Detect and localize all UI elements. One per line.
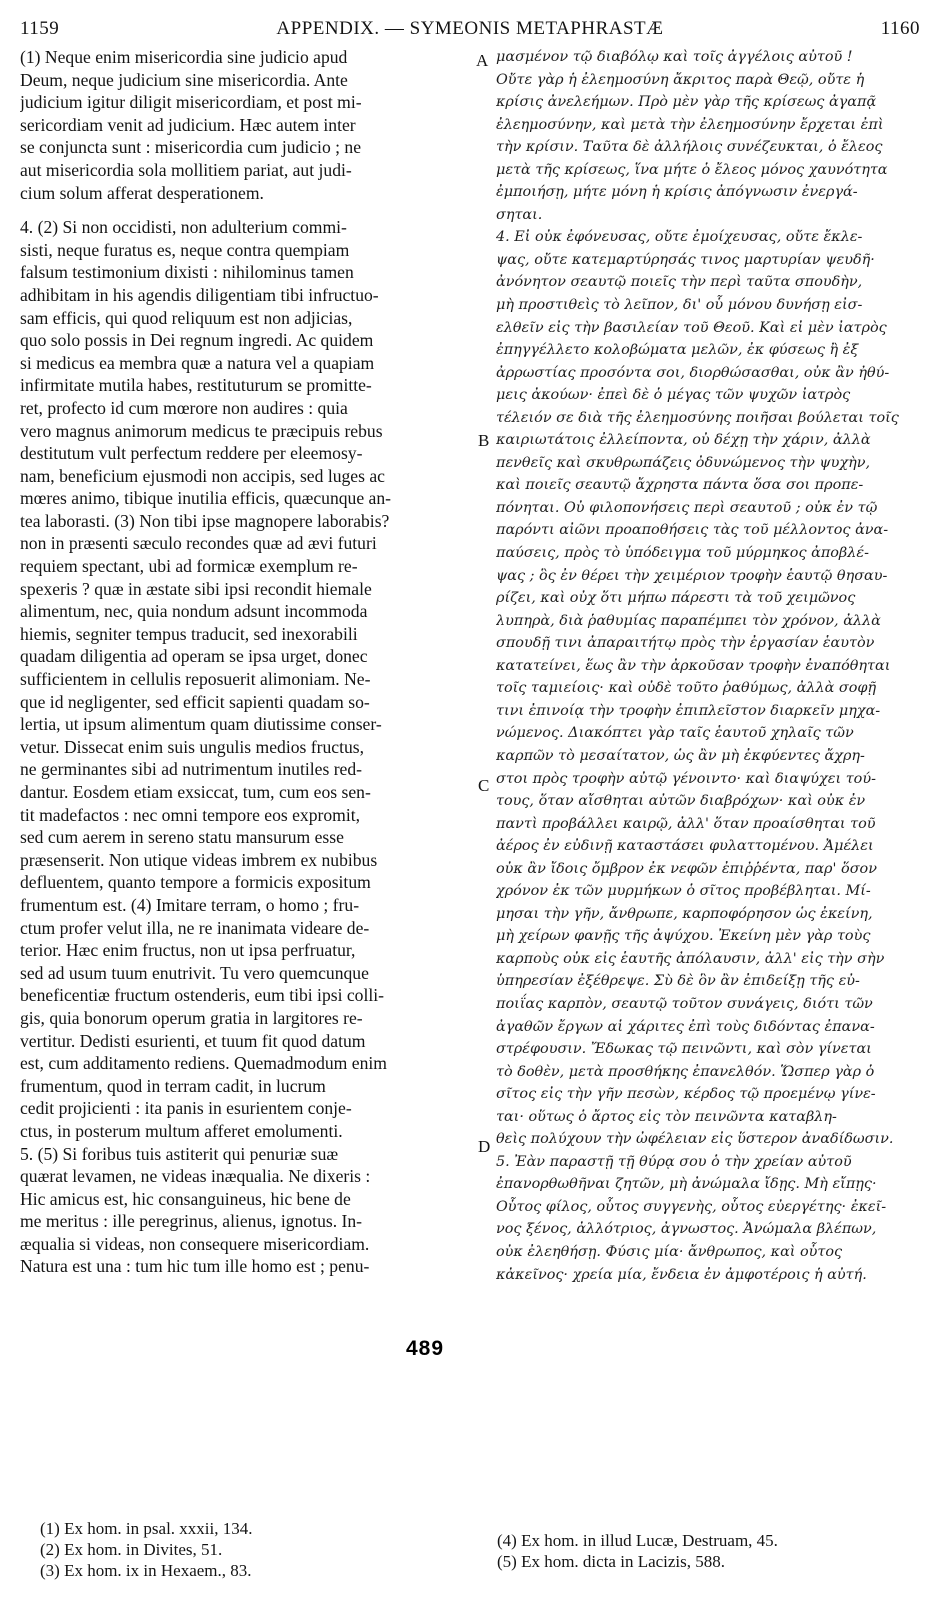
- latin-text-line: ctus, in posterum multum afferet emolumenti.: [20, 1120, 343, 1141]
- greek-text-line: κἀκεῖνος· χρεία μία, ἔνδεια ἐν ἀμφοτέροις ἡ αὐτή.: [496, 1266, 867, 1283]
- latin-text-line: sam efficis, qui quod reliquum est non adjicias,: [20, 307, 353, 328]
- greek-text-line: ἀνόνητον σεαυτῷ ποιεῖς τὴν περὶ ταῦτα σπουδὴν,: [496, 274, 863, 291]
- latin-text-line: vero magnus animorum medicus te præcipuis rebus: [20, 420, 383, 441]
- latin-text-line: quo solo possis in Dei regnum ingredi. Ac quidem: [20, 330, 374, 351]
- latin-text-line: spexeris ? quæ in æstate sibi ipsi recondit hiemale: [20, 578, 372, 599]
- latin-text-line: ctum profer velut illa, ne re inanimata videare de-: [20, 917, 370, 938]
- greek-text-line: νώμενος. Διακόπτει γὰρ ταῖς ἑαυτοῦ χηλαῖς τῶν: [496, 725, 854, 742]
- latin-text-line: requiem spectant, ubi ad formicæ exemplum re-: [20, 556, 358, 577]
- latin-text-line: destitutum vult perfectum reddere per eleemosy-: [20, 443, 363, 464]
- greek-text-line: καὶ ποιεῖς σεαυτῷ ἄχρηστα πάντα ὅσα σοι προπε-: [496, 477, 864, 494]
- latin-text-line: frumentum, quod in terram cadit, in lucrum: [20, 1075, 326, 1096]
- latin-text-line: sisti, neque furatus es, neque contra quempiam: [20, 239, 350, 260]
- latin-text-line: ret, profecto id cum mœrore non audires : quia: [20, 397, 348, 418]
- greek-text-line: ψας, οὔτε κατεμαρτύρησάς τινος μαρτυρίαν ψευδῆ·: [496, 251, 875, 268]
- latin-text-line: dantur. Eosdem etiam exsiccat, tum, cum eos sen-: [20, 782, 371, 802]
- margin-marker-a: A: [476, 51, 489, 70]
- latin-text-line: non in præsenti sæculo recondes quæ ad ævi futuri: [20, 533, 377, 554]
- latin-text-line: Deum, neque judicium sine misericordia. Ante: [20, 69, 348, 90]
- latin-text-line: præsenserit. Non utique videas imbrem ex nubibus: [20, 849, 378, 870]
- column-number-badge: 489: [406, 1337, 445, 1360]
- page-number-left: 1159: [20, 18, 60, 39]
- latin-text-line: judicium igitur diligit misericordiam, et post mi-: [20, 92, 362, 113]
- latin-text-line: frumentum est. (4) Imitare terram, o homo ; fru-: [20, 894, 360, 915]
- latin-text-line: gis, quia bonorum operum gratia in largitores re-: [20, 1007, 363, 1028]
- latin-text-line: me meritus : ille peregrinus, alienus, ignotus. In-: [20, 1211, 363, 1232]
- latin-text-line: defluentem, quanto tempore a formicis expositum: [20, 872, 371, 893]
- footnote: (4) Ex hom. in illud Lucæ, Destruam, 45.: [497, 1531, 778, 1550]
- footnotes-right: [497, 1530, 917, 1572]
- latin-text-line: infirmitate mutila habes, restituturum se promitte-: [20, 375, 372, 396]
- latin-text-line: adhibitam in his agendis diligentiam tibi infructuo-: [20, 284, 379, 305]
- latin-text-line: falsum testimonium dixisti : nihilominus tamen: [20, 262, 354, 283]
- greek-text-line: ὑπηρεσίαν ἐξέθρεψε. Σὺ δὲ ὃν ἂν ἐπιδείξῃ τῆς εὐ-: [496, 973, 860, 990]
- greek-text-line: μὴ προστιθεὶς τὸ λεῖπον, δι' οὗ μόνου δυνήσῃ εἰσ-: [496, 297, 863, 314]
- paragraph-gap: [20, 204, 472, 216]
- greek-text-line: μασμένον τῷ διαβόλῳ καὶ τοῖς ἀγγέλοις αὐτοῦ !: [496, 49, 853, 65]
- latin-text-line: cedit projicienti : ita panis in esurientem conje-: [20, 1098, 352, 1119]
- latin-text-line: sufficientem in cellulis reposuerit alimoniam. Ne-: [20, 669, 371, 690]
- greek-text-line: οὐκ ἂν ἴδοις ὄμβρον ἐκ νεφῶν ἐπιῤῥέντα, παρ' ὅσον: [496, 860, 877, 877]
- latin-text-line: que id negligenter, sed efficit sapienti quadam so-: [20, 691, 370, 712]
- greek-text-line: 4. Εἰ οὐκ ἐφόνευσας, οὔτε ἐμοίχευσας, οὔτε ἔκλε-: [496, 229, 863, 246]
- latin-text-line: ne germinantes sibi ad nutrimentum inutiles red-: [20, 759, 363, 780]
- greek-text-line: σηται.: [496, 206, 543, 223]
- greek-text-line: ἀγαθῶν ἔργων αἱ χάριτες ἐπὶ τοὺς διδόντας ἐπανα-: [496, 1018, 875, 1035]
- greek-text-line: τοῖς ταμιείοις· καὶ οὐδὲ τοῦτο ῥαθύμως, ἀλλὰ σοφῇ: [496, 680, 877, 697]
- greek-text-line: οὐκ ἐλεηθήσῃ. Φύσις μία· ἄνθρωπος, καὶ οὗτος: [496, 1243, 843, 1260]
- greek-text-line: λυπηρὰ, διὰ ῥαθυμίας παραπέμπει τὸν χρόνον, ἀλλὰ: [496, 612, 881, 629]
- greek-text-line: κρίσις ἀνελεήμων. Πρὸ μὲν γὰρ τῆς κρίσεως ἀγαπᾷ: [496, 94, 877, 111]
- running-header: [20, 18, 920, 44]
- greek-text-line: μετὰ τῆς κρίσεως, ἵνα μήτε ὁ ἔλεος μόνος χαυνότητα: [496, 161, 888, 178]
- greek-text-line: ἐλεημοσύνην, καὶ μετὰ τὴν ἐλεημοσύνην ἔρχεται ἐπὶ: [496, 116, 884, 133]
- page-number-right: 1160: [880, 18, 920, 39]
- margin-marker-b: B: [478, 431, 490, 450]
- latin-text-line: Hic amicus est, hic consanguineus, hic bene de: [20, 1188, 351, 1209]
- margin-marker-c: C: [478, 776, 490, 795]
- latin-text-line: si medicus ea membra quæ a natura vel a quapiam: [20, 352, 375, 373]
- latin-text-line: lertia, ut ipsum alimentum quam diutissime conser-: [20, 714, 382, 735]
- latin-text-line: 4. (2) Si non occidisti, non adulterium commi-: [20, 217, 347, 238]
- latin-text-line: vertitur. Dedisti esurienti, et tuum fit quod datum: [20, 1030, 366, 1051]
- latin-text-line: tea laborasti. (3) Non tibi ipse magnopere laborabis?: [20, 510, 390, 531]
- latin-text-line: 5. (5) Si foribus tuis astiterit qui penuriæ suæ: [20, 1143, 339, 1164]
- latin-text-line: sed cum aerem in sereno statu mansurum esse: [20, 827, 344, 848]
- greek-text-line: ἐπηγγέλλετο κολοβώματα μελῶν, ἐκ φύσεως ἢ ἐξ: [496, 342, 859, 359]
- latin-text-line: æqualia si videas, non consequere misericordiam.: [20, 1233, 370, 1254]
- greek-text-line: μεις ἀκούων· ἐπεὶ δὲ ὁ μέγας τῶν ψυχῶν ἰατρὸς: [496, 387, 851, 404]
- greek-text-line: θεὶς πολύχουν τὴν ὠφέλειαν εἰς ὕστερον ἀναδίδωσιν.: [496, 1131, 894, 1148]
- latin-text-line: sericordiam venit ad judicium. Hæc autem inter: [20, 114, 356, 135]
- greek-text-line: 5. Ἐὰν παραστῇ τῇ θύρᾳ σου ὁ τὴν χρείαν αὐτοῦ: [496, 1153, 852, 1170]
- greek-text-line: παντὶ προβάλλει καιρῷ, ἀλλ' ὅταν προαίσθηται τοῦ: [496, 815, 876, 832]
- greek-column: [496, 46, 916, 1286]
- latin-text-line: aut misericordia sola mollitiem pariat, aut judi-: [20, 159, 352, 180]
- greek-text-line: χρόνον ἐκ τῶν μυρμήκων ὁ σῖτος προβέβληται. Μί-: [496, 883, 871, 900]
- latin-text-line: beneficentiæ fructum ostenderis, eum tibi ipsi colli-: [20, 985, 385, 1006]
- latin-text-line: quadam diligentia ad operam se ipsa urget, donec: [20, 646, 368, 667]
- greek-text-line: τους, ὅταν αἴσθηται αὐτῶν διαβρόχων· καὶ οὐκ ἐν: [496, 793, 866, 810]
- latin-text-line: cium solum afferat desperationem.: [20, 182, 264, 203]
- greek-text-line: στοι πρὸς τροφὴν αὐτῷ γένοιντο· καὶ διαψύχει τού-: [496, 770, 876, 787]
- latin-text-line: mœres animo, tibique inutilia efficis, quæcunque an-: [20, 488, 392, 509]
- greek-text-line: στρέφουσιν. Ἔδωκας τῷ πεινῶντι, καὶ σὸν γίνεται: [496, 1041, 872, 1058]
- greek-text-line: μὴ χείρων φανῇς τῆς ἀψύχου. Ἐκείνη μὲν γὰρ τοὺς: [496, 928, 871, 945]
- greek-text-line: Οὔτε γὰρ ἡ ἐλεημοσύνη ἄκριτος παρὰ Θεῷ, οὔτε ἡ: [496, 71, 865, 88]
- latin-text-line: nam, beneficium ejusmodi non accipis, sed luges ac: [20, 465, 385, 486]
- footnote: (5) Ex hom. dicta in Lacizis, 588.: [497, 1552, 726, 1571]
- greek-text-line: καρπῶν τὸ μεσαίτατον, ὡς ἂν μὴ ἐκφύεντες ἄχρη-: [496, 747, 865, 764]
- greek-text-line: τὴν κρίσιν. Ταῦτα δὲ ἀλλήλοις συνέζευκται, ὁ ἔλεος: [496, 139, 883, 156]
- greek-text-line: τινι ἐπινοίᾳ τὴν τροφὴν ἐπιπλεῖστον διαρκεῖν μηχα-: [496, 702, 881, 719]
- greek-text-line: ποιΐας καρπὸν, σεαυτῷ τοῦτον συνάγεις, διότι τῶν: [496, 995, 873, 1012]
- greek-text-line: καιριωτάτοις ἐλλείποντα, οὐ δέχῃ τὴν χάριν, ἀλλὰ: [496, 432, 871, 449]
- greek-text-line: ἐμποιήσῃ, μήτε μόνη ἡ κρίσις ἀπόγνωσιν ἐνεργά-: [496, 184, 858, 201]
- footnote: (1) Ex hom. in psal. xxxii, 134.: [40, 1519, 253, 1538]
- greek-text-line: κατατείνει, ἕως ἂν τὴν ἀρκοῦσαν τροφὴν ἐναπόθηται: [496, 657, 891, 674]
- greek-text-line: πενθεῖς καὶ σκυθρωπάζεις ὀδυνώμενος τὴν ψυχὴν,: [496, 454, 871, 471]
- greek-text-line: ελθεῖν εἰς τὴν βασιλείαν τοῦ Θεοῦ. Καὶ εἰ μὲν ἰατρὸς: [496, 319, 887, 336]
- greek-text-line: ρίζει, καὶ οὐχ ὅτι μήπω πάρεστι τὰ τοῦ χειμῶνος: [496, 590, 856, 607]
- latin-text-line: se conjuncta sunt : misericordia cum judicio ; ne: [20, 137, 362, 158]
- greek-text-line: ἀέρος ἐν εὐδινῇ καταστάσει φυλαττομένου. Ἀμέλει: [496, 838, 874, 855]
- latin-text-line: quærat levamen, ne videas inæqualia. Ne dixeris :: [20, 1166, 371, 1187]
- latin-text-line: vetur. Dissecat enim suis ungulis medios fructus,: [20, 736, 365, 757]
- footnotes-left: [40, 1518, 460, 1581]
- greek-text-line: ἐπανορθωθῆναι ζητῶν, μὴ ἀνώμαλα ἴδῃς. Μὴ εἴπῃς·: [496, 1176, 877, 1193]
- greek-text-line: σῖτος εἰς τὴν γῆν πεσὼν, κέρδος τῷ προεμένῳ γίνε-: [496, 1086, 876, 1103]
- greek-text-line: πόνηται. Οὐ φιλοπονήσεις περὶ σεαυτοῦ ; οὐκ ἐν τῷ: [496, 499, 878, 516]
- latin-text-line: (1) Neque enim misericordia sine judicio apud: [20, 47, 348, 67]
- greek-text-line: νος ξένος, ἀλλότριος, ἀγνωστος. Ἀνώμαλα βλέπων,: [496, 1221, 877, 1238]
- latin-text-line: Natura est una : tum hic tum ille homo est ; penu-: [20, 1256, 370, 1277]
- greek-text-line: παρόντι αἰῶνι προαποθήσεις τὰς τοῦ μέλλοντος ἀνα-: [496, 522, 889, 539]
- latin-text-line: sed ad usum tuum enutrivit. Tu vero quemcunque: [20, 962, 369, 983]
- greek-text-line: σπουδῇ τινι ἀπαραιτήτῳ πρὸς τὴν ἐργασίαν ἑαυτὸν: [496, 635, 875, 652]
- greek-text-line: παύσεις, πρὸς τὸ ὑπόδειγμα τοῦ μύρμηκος ἀποβλέ-: [496, 545, 869, 562]
- greek-text-line: μησαι τὴν γῆν, ἄνθρωπε, καρποφόρησον ὡς ἐκείνη,: [496, 905, 873, 922]
- greek-text-line: καρποὺς οὐκ εἰς ἑαυτῆς ἀπόλαυσιν, ἀλλ' εἰς τὴν σὴν: [496, 950, 885, 967]
- latin-text-line: alimentum, nec, quia nondum adsunt incommoda: [20, 601, 368, 622]
- latin-text-line: tit madefactos : nec omni tempore eos expromit,: [20, 804, 361, 825]
- footnote: (2) Ex hom. in Divites, 51.: [40, 1540, 223, 1559]
- latin-text-line: hiemis, segniter tempus traducit, sed inexorabili: [20, 623, 358, 644]
- latin-text-line: est, cum additamento rediens. Quemadmodum enim: [20, 1053, 387, 1074]
- greek-text-line: τὸ δοθὲν, μετὰ προσθήκης ἐπανελθόν. Ὥσπερ γὰρ ὁ: [496, 1063, 875, 1080]
- latin-column: [20, 46, 472, 1278]
- footnote: (3) Ex hom. ix in Hexaem., 83.: [40, 1561, 252, 1580]
- running-title: APPENDIX. — SYMEONIS METAPHRASTÆ: [276, 18, 664, 39]
- greek-text-line: Οὗτος φίλος, οὗτος συγγενὴς, οὗτος εὐεργέτης· ἐκεῖ-: [496, 1198, 887, 1215]
- greek-text-line: ἀρρωστίας προσόντα σοι, διορθώσασθαι, οὐκ ἂν ἠθύ-: [496, 364, 890, 381]
- greek-text-line: ψας ; ὃς ἐν θέρει τὴν χειμέριον τροφὴν ἑαυτῷ θησαυ-: [496, 567, 888, 584]
- greek-text-line: ται· οὕτως ὁ ἄρτος εἰς τὸν πεινῶντα καταβλη-: [496, 1108, 837, 1125]
- greek-text-line: τέλειόν σε διὰ τῆς ἐλεημοσύνης ποιῆσαι βούλεται τοῖς: [496, 409, 899, 426]
- margin-marker-d: D: [478, 1137, 491, 1156]
- latin-text-line: terior. Hæc enim fructus, non ut ipsa perfruatur,: [20, 940, 356, 961]
